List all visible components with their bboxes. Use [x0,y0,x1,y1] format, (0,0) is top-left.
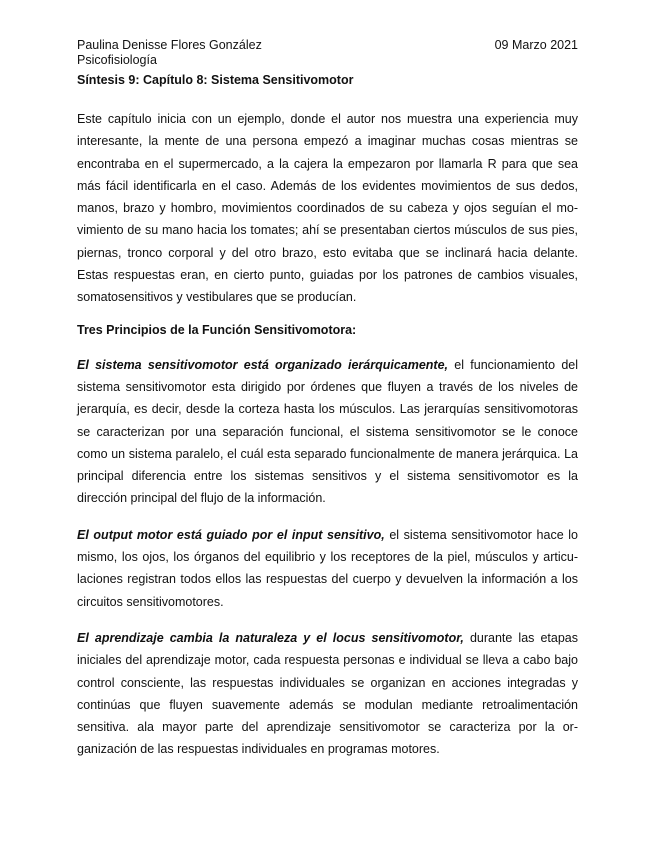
principle-text: el funcionamiento del sistema sensitivomotor esta dirigido por órdenes que fluyen a través de los niveles de jerarquía, es decir, desde la corteza hasta los músculos. Las jerarquías sensitivomotoras se caracterizan por una separación funcional, el sistema sensitivomotor se le conoce como un sistema paralelo, el cuál esta separado funcionalmente de manera jerárquica. La principal diferencia entre los sistemas sensitivos y el sistema sensitivomotor es la dirección principal del flujo de la información. [77,357,579,506]
principle-lead: El output motor está guiado por el input sensitivo, [77,527,385,542]
document-title: Síntesis 9: Capítulo 8: Sistema Sensitivomotor [77,73,354,87]
principle-lead: El aprendizaje cambia la naturaleza y el locus sensitivomotor, [77,630,464,645]
principle-lead: El sistema sensitivomotor está organizado ierárquicamente, [77,357,449,372]
principle-paragraph-2 [77,524,578,613]
principle-text: durante las etapas iniciales del aprendizaje motor, cada respuesta personas e individual se lleva a cabo bajo control consciente, las respuestas individuales se organizan en acciones integradas y continúas que fluyen suavemente además se modulan mediante retroalimentación sensitiva. ala mayor parte del aprendizaje sensitivomotor se caracteriza por la organización de las respuestas individuales en programas motores. [77,630,579,757]
principle-paragraph-3 [77,627,578,761]
document-page [77,38,578,761]
intro-paragraph: Este capítulo inicia con un ejemplo, donde el autor nos muestra una experiencia muy interesante, la mente de una persona empezó a imaginar muchas cosas mientras se encontraba en el supermercado, a la cajera la empezaron por llamarla R para que sea más fácil identificarla en el caso. Además de los evidentes movimientos de sus dedos, manos, brazo y hombro, movimientos coordinados de su cabeza y ojos seguían el movimiento de su mano hacia los tomates; ahí se presentaban ciertos músculos de sus pies, piernas, tronco corporal y del otro brazo, esto evitaba que se inclinará hacia delante. Estas respuestas eran, en cierto punto, guiadas por los patrones de cambios visuales, somatosensitivos y vestibulares que se producían. [77,112,578,305]
subject-name: Psicofisiología [77,53,157,67]
author-name: Paulina Denisse Flores González [77,38,262,52]
principle-text: el sistema sensitivomotor hace lo mismo, los ojos, los órganos del equilibrio y los receptores de la piel, músculos y articulaciones registran todos ellos las respuestas del cuerpo y devuelven la información a los circuitos sensitivomotores. [77,527,578,609]
document-date: 09 Marzo 2021 [494,38,578,52]
document-header [77,38,578,53]
section-heading: Tres Principios de la Función Sensitivomotora: [77,322,357,337]
principle-paragraph-1 [77,354,578,510]
